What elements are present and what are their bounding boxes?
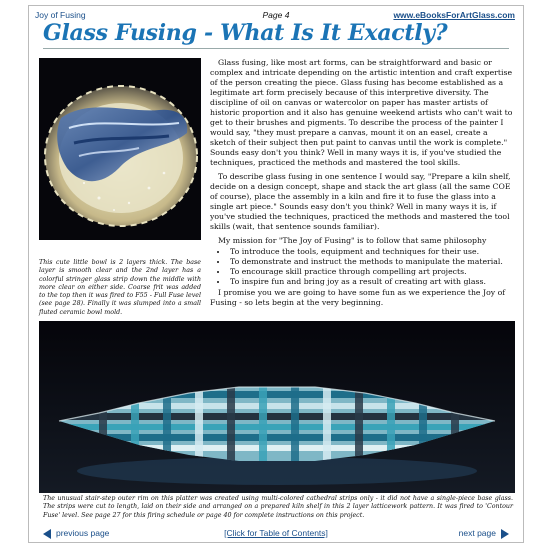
page-footer	[29, 528, 523, 540]
page-number: Page 4	[262, 10, 290, 20]
previous-page-label: previous page	[56, 528, 110, 538]
platter-photo	[39, 321, 515, 493]
platter-caption: The unusual stair-step outer rim on this platter was created using multi-colored cathedral strips only - it did not have a single-piece base glass. The strips were cut to length, laid on their side and arranged on a prepared kiln shelf in this 2 layer latticework pattern. It was fired to 'Contour Fuse' level. See page 27 for this firing schedule or page 40 for complete instructions on this project.	[43, 495, 513, 519]
list-item: • To introduce the tools, equipment and techniques for their use.	[228, 247, 514, 257]
bowl-photo	[39, 58, 201, 240]
paragraph: To describe glass fusing in one sentence I would say, "Prepare a kiln shelf, decide on a design concept, shape and stack the art glass (all the same COE of course), place the assembly in a kiln and fire it to fuse the glass into a single art piece." Sounds easy don't you think? Well in many ways it is, if you've studied the techniques, practiced the methods and mastered the tool skills (wait, that sentence sounds familiar).	[210, 172, 511, 231]
bowl-caption: This cute little bowl is 2 layers thick. The base layer is smooth clear and the 2nd layer has a colorful stringer glass strip down the middle with more clear on either side. Coarse frit was added to the top then it was fired to F55 - Full Fuse level (see page 28). Finally it was slumped into a small fluted ceramic bowl mold.	[39, 259, 201, 316]
website-link[interactable]: www.eBooksForArtGlass.com	[393, 10, 515, 20]
paragraph: My mission for "The Joy of Fusing" is to follow that same philosophy	[218, 236, 487, 245]
paragraph: Glass fusing, like most art forms, can be straightforward and basic or complex and intricate depending on the artistic intention and craft expertise of the person creating the piece. Glass fusing has become established as a legitimate art form precisely because of this interpretive diversity. The discipline of oil on canvas or watercolor on paper has master artists of historic proportion and it also has genuine weekend artists who can't wait to get to their brushes and pigments. To describe the process of the painter I would say, "they must prepare a canvas, mount it on an easel, create a sketch of their subject then put paint to canvas until the work is complete." Sounds easy don't you think? Well in many ways it is, if you've studied the techniques, practiced the methods and mastered the tool skills.	[210, 58, 513, 167]
closing-paragraph: I promise you we are going to have some fun as we experience the Joy of Fusing - so lets begin at the very beginning.	[210, 288, 506, 307]
article-body	[210, 58, 514, 308]
list-item: • To encourage skill practice through compelling art projects.	[228, 267, 514, 277]
book-title: Joy of Fusing	[35, 10, 86, 20]
platter-illustration	[39, 321, 515, 493]
ebook-page	[28, 5, 524, 543]
mission-list	[210, 247, 514, 287]
arrow-right-icon	[501, 529, 509, 539]
list-item: • To demonstrate and instruct the methods to manipulate the material.	[228, 257, 514, 267]
page-title: Glass Fusing - What Is It Exactly?	[43, 20, 448, 46]
list-item: • To inspire fun and bring joy as a result of creating art with glass.	[228, 277, 514, 287]
next-page-link[interactable]	[459, 528, 509, 539]
title-divider	[43, 48, 509, 49]
next-page-label: next page	[458, 528, 496, 538]
table-of-contents-link[interactable]: [Click for Table of Contents]	[224, 528, 328, 538]
bowl-illustration	[39, 58, 201, 240]
